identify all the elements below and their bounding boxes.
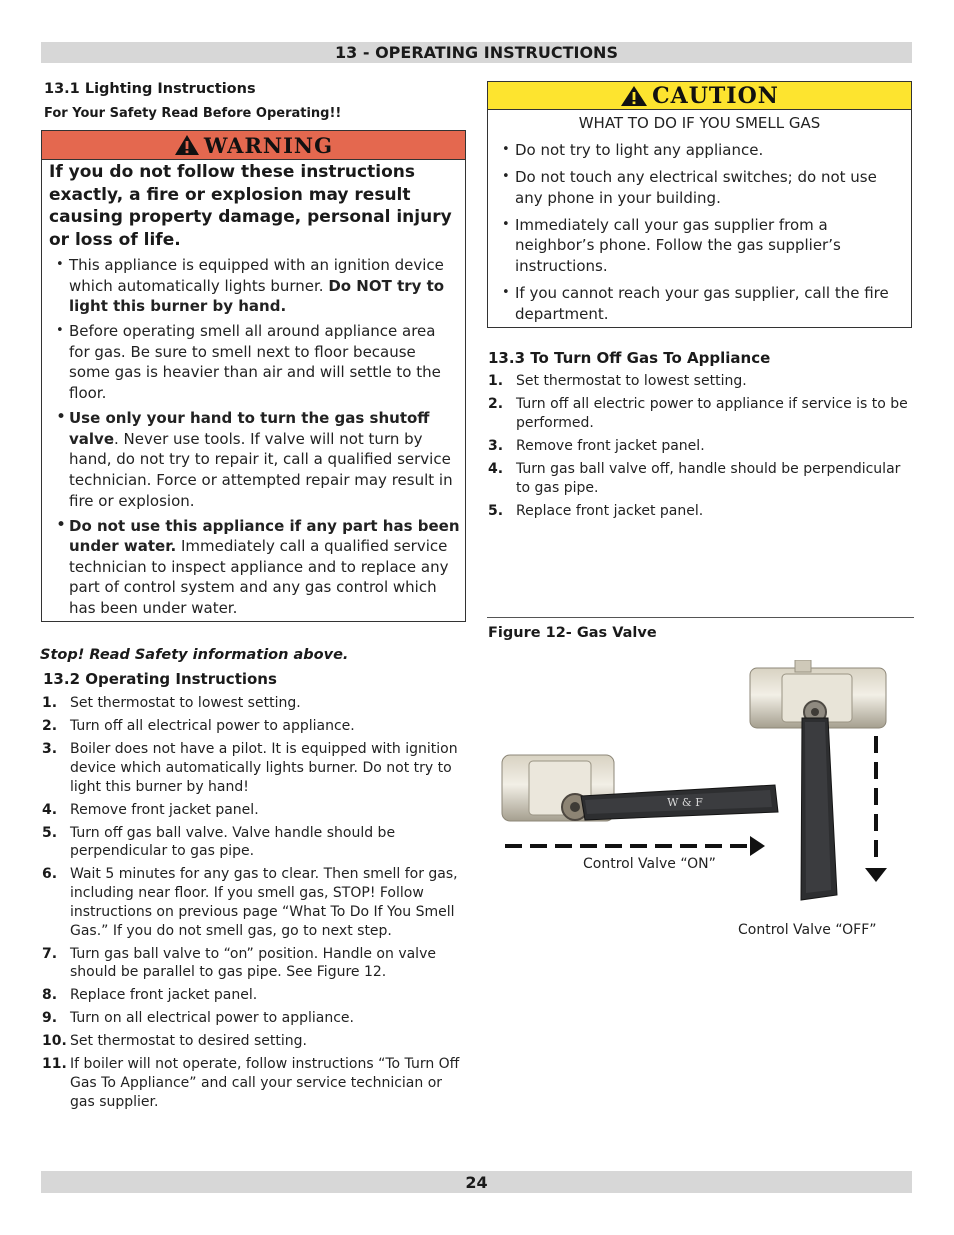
step-text: Set thermostat to lowest setting. <box>516 373 747 389</box>
caution-header <box>488 82 911 110</box>
warning-bullet-bold: Do not use this appliance if any part has been under water. <box>69 516 460 556</box>
page-number: 24 <box>465 1173 488 1192</box>
warning-label: WARNING <box>203 132 334 158</box>
lighting-heading-number: 13.1 <box>44 81 80 97</box>
warning-triangle-icon <box>174 134 200 156</box>
step-number: 4. <box>42 801 58 818</box>
lighting-sub-text: Your Safety Read Before Operating!! <box>72 106 342 121</box>
step-text: Replace front jacket panel. <box>70 987 258 1004</box>
step-number: 3. <box>42 740 58 757</box>
section-title: 13 - OPERATING INSTRUCTIONS <box>335 43 618 62</box>
warning-bullet-text: Before operating smell all around appliance area for gas. Be sure to smell next to floor because some gas is heavier than air and will settle to the floor. <box>69 322 441 403</box>
list-item <box>42 740 468 796</box>
warning-box <box>41 130 466 622</box>
list-item <box>488 395 914 433</box>
step-number: 8. <box>42 987 58 1004</box>
caution-bullet-list <box>502 140 907 331</box>
caution-bullet: • Do not touch any electrical switches; do not use any phone in your building. <box>502 167 907 208</box>
list-item <box>488 460 914 498</box>
list-item <box>42 1032 468 1051</box>
caution-label: CAUTION <box>652 82 779 109</box>
warning-header <box>42 131 465 160</box>
warning-bullet-bold: Do NOT try to light this burner by hand. <box>69 276 445 316</box>
list-item <box>488 372 914 391</box>
control-valve-off-label: Control Valve “OFF” <box>738 922 877 938</box>
warning-bullet <box>56 321 460 403</box>
operating-steps <box>42 694 468 1116</box>
lighting-subheading <box>44 106 341 121</box>
caution-bullet: • Do not try to light any appliance. <box>502 140 907 161</box>
valve-handle-brand-text: W & F <box>667 796 703 809</box>
step-number: 5. <box>42 824 58 841</box>
turn-off-steps <box>488 372 914 525</box>
turn-off-heading: 13.3 To Turn Off Gas To Appliance <box>488 349 771 367</box>
lighting-heading <box>44 81 256 97</box>
list-item <box>42 1009 468 1028</box>
warning-bullet <box>56 408 460 511</box>
warning-bullet <box>56 516 460 619</box>
step-text: Remove front jacket panel. <box>516 437 705 454</box>
list-item <box>42 717 468 736</box>
step-text: Turn off all electric power to appliance if service is to be performed. <box>516 395 908 431</box>
step-text: Boiler does not have a pilot. It is equipped with ignition device which automatically lights burner. Do not try to light this burner by hand! <box>70 740 458 795</box>
step-number: 5. <box>488 502 504 519</box>
list-item <box>42 945 468 983</box>
list-item <box>42 694 468 713</box>
step-number: 3. <box>488 437 504 454</box>
valve-on-arrow-icon <box>505 836 765 856</box>
caution-bullet: • Immediately call your gas supplier from a neighbor’s phone. Follow the gas supplier’s instructions. <box>502 215 907 277</box>
warning-bullet-bold: Use only your hand to turn the gas shutoff valve <box>69 409 430 448</box>
step-text: Remove front jacket panel. <box>70 801 259 818</box>
step-text: Turn off all electrical power to appliance. <box>70 717 355 734</box>
page-footer-bar <box>41 1171 912 1193</box>
warning-bullet-list <box>56 255 460 623</box>
list-item <box>488 437 914 456</box>
caution-box <box>487 81 912 328</box>
step-number: 1. <box>42 695 58 711</box>
step-number: 11. <box>42 1056 67 1073</box>
step-number: 7. <box>42 945 58 962</box>
list-item <box>42 824 468 862</box>
list-item <box>42 1055 468 1111</box>
control-valve-on-label: Control Valve “ON” <box>583 856 716 872</box>
valve-off-arrow-icon <box>865 736 887 882</box>
step-number: 1. <box>488 373 504 389</box>
figure-divider <box>487 617 914 618</box>
section-header-bar <box>41 42 912 63</box>
caution-subtitle: WHAT TO DO IF YOU SMELL GAS <box>578 114 821 132</box>
stop-safety-note: Stop! Read Safety information above. <box>40 647 349 663</box>
step-text: If boiler will not operate, follow instructions “To Turn Off Gas To Appliance” and call your service technician or gas supplier. <box>70 1056 460 1111</box>
step-number: 10. <box>42 1033 67 1050</box>
warning-bullet <box>56 255 460 317</box>
step-text: Turn on all electrical power to appliance. <box>70 1010 354 1027</box>
lighting-heading-text: Lighting Instructions <box>84 81 256 97</box>
step-number: 2. <box>488 395 504 412</box>
valve-off-image <box>750 660 886 900</box>
step-text: Turn off gas ball valve. Valve handle should be perpendicular to gas pipe. <box>70 824 396 860</box>
step-text: Turn gas ball valve off, handle should be perpendicular to gas pipe. <box>516 460 901 496</box>
step-text: Turn gas ball valve to “on” position. Handle on valve should be parallel to gas pipe. See Figure 12. <box>70 945 436 981</box>
step-text: Replace front jacket panel. <box>516 502 704 519</box>
step-text: Set thermostat to desired setting. <box>70 1033 308 1050</box>
list-item <box>488 502 914 521</box>
valve-on-image <box>502 755 778 821</box>
step-text: Set thermostat to lowest setting. <box>70 695 301 711</box>
warning-bullet-text: . Never use tools. If valve will not turn by hand, do not try to repair it, call a qualified service technician. Force or attempted repair may result in fire or explosion. <box>69 429 453 510</box>
list-item <box>42 865 468 940</box>
caution-bullet: • If you cannot reach your gas supplier, call the fire department. <box>502 283 907 324</box>
warning-lead-text: If you do not follow these instructions exactly, a fire or explosion may result causing property damage, personal injury or loss of life. <box>49 162 452 250</box>
step-number: 6. <box>42 866 58 883</box>
list-item <box>42 986 468 1005</box>
operating-heading: 13.2 Operating Instructions <box>43 670 277 688</box>
caution-triangle-icon <box>620 85 648 107</box>
list-item <box>42 801 468 820</box>
step-text: Wait 5 minutes for any gas to clear. Then smell for gas, including near floor. If you smell gas, STOP! Follow instructions on previous page “What To Do If You Smell Gas.” If you do not smell gas, go to next step. <box>70 866 458 939</box>
step-number: 9. <box>42 1010 58 1027</box>
step-number: 4. <box>488 460 504 477</box>
lighting-sub-for: For <box>44 106 68 121</box>
warning-bullet-text: Immediately call a qualified service technician to inspect appliance and to replace any part of control system and any gas control which has been under water. <box>69 537 449 617</box>
warning-bullet-text: This appliance is equipped with an ignition device which automatically lights burner. <box>69 256 444 295</box>
gas-valve-photo <box>495 660 895 920</box>
step-number: 2. <box>42 717 58 734</box>
figure-title: Figure 12- Gas Valve <box>488 625 657 641</box>
